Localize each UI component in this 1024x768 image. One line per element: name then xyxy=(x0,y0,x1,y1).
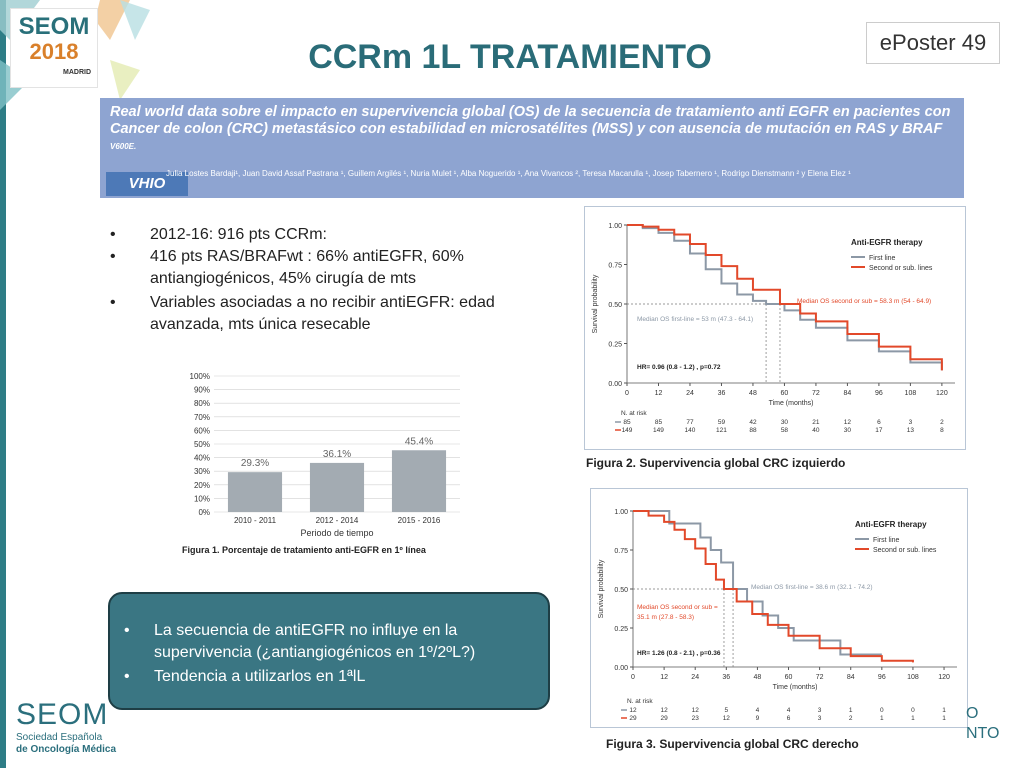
seom-name: SEOM xyxy=(16,698,109,731)
list-item-text: Variables asociadas a no recibir antiEGFR: edad avanzada, mts única resecable xyxy=(150,294,495,333)
x-tick-label: 72 xyxy=(812,390,820,397)
risk-count: 1 xyxy=(848,707,853,714)
study-title xyxy=(110,104,960,160)
bar-value-label: 36.1% xyxy=(322,448,352,460)
x-tick-label: 120 xyxy=(938,674,950,681)
bar xyxy=(392,450,446,512)
risk-count: 1 xyxy=(911,715,915,722)
logo-year: 2018 xyxy=(29,39,79,64)
y-tick-label: 50% xyxy=(193,440,210,449)
risk-count: 149 xyxy=(653,427,664,434)
legend-title: Anti-EGFR therapy xyxy=(855,520,927,529)
x-tick-label: 2012 - 2014 xyxy=(315,516,359,525)
y-tick-label: 70% xyxy=(193,412,210,422)
risk-count: 4 xyxy=(755,707,760,714)
y-tick-label: 1.00 xyxy=(608,223,622,230)
y-tick-label: 0.00 xyxy=(614,665,628,672)
risk-count: 21 xyxy=(812,419,820,426)
y-tick-label: 0.25 xyxy=(614,626,628,633)
risk-count: 6 xyxy=(877,419,881,426)
risk-count: 12 xyxy=(722,715,730,722)
figure-1-caption: Figura 1. Porcentaje de tratamiento anti-EGFR en 1º línea xyxy=(182,545,426,555)
x-tick-label: 48 xyxy=(753,674,762,681)
risk-count: 42 xyxy=(749,419,757,426)
risk-count: 6 xyxy=(786,715,791,722)
x-tick-label: 12 xyxy=(660,674,669,681)
risk-count: 8 xyxy=(940,427,944,434)
y-axis-label: Survival probability xyxy=(598,559,605,619)
risk-count: 140 xyxy=(684,427,696,434)
risk-count: 3 xyxy=(817,707,822,714)
y-tick-label: 0% xyxy=(198,508,210,517)
risk-count: 1 xyxy=(880,715,884,722)
x-tick-label: 108 xyxy=(907,674,919,681)
risk-count: 3 xyxy=(817,715,822,722)
x-tick-label: 60 xyxy=(784,674,793,681)
chart-annotation: Median OS second or sub = xyxy=(637,604,718,611)
conclusion-text: Tendencia a utilizarlos en 1ªlL xyxy=(154,668,366,685)
x-tick-label: 48 xyxy=(749,390,757,397)
x-tick-label: 96 xyxy=(877,674,886,681)
risk-count: 77 xyxy=(686,419,694,426)
x-tick-label: 2015 - 2016 xyxy=(397,516,441,525)
risk-count: 12 xyxy=(629,707,637,714)
y-tick-label: 0.00 xyxy=(608,381,622,388)
risk-count: 23 xyxy=(691,715,699,722)
bar xyxy=(310,463,364,512)
risk-count: 1 xyxy=(942,715,946,722)
y-tick-label: 1.00 xyxy=(614,509,628,516)
y-tick-label: 0.25 xyxy=(608,341,622,349)
legend-label: Second or sub. lines xyxy=(869,265,933,272)
risk-count: 85 xyxy=(623,419,631,426)
risk-count: 12 xyxy=(660,707,668,714)
x-tick-label: 36 xyxy=(717,390,726,397)
survival-curve xyxy=(633,511,882,655)
x-tick-label: 84 xyxy=(846,674,855,681)
seom-footer-logo xyxy=(16,698,126,758)
key-findings-list: • 2012-16: 916 pts CCRm: • 416 pts RAS/BRAFwt : 66% antiEGFR, 60% antiangiogénicos, 45% cirugía de mts • Variables asociadas a no recibir antiEGFR: edad avanzada, mts única resecable xyxy=(102,202,536,344)
risk-count: 0 xyxy=(880,707,884,714)
logo-city: MADRID xyxy=(63,69,91,76)
y-tick-label: 80% xyxy=(193,399,210,409)
x-tick-label: 120 xyxy=(936,390,948,397)
x-tick-label: 24 xyxy=(691,674,700,681)
bar-value-label: 45.4% xyxy=(404,436,434,448)
x-tick-label: 0 xyxy=(625,390,629,397)
chart-annotation: Median OS second or sub = 58.3 m (54 - 64.9) xyxy=(797,298,932,305)
chart-annotation: HR= 1.26 (0.8 - 2.1) , p=0.36 xyxy=(637,650,721,657)
legend-label: Second or sub. lines xyxy=(873,547,937,554)
slide-title: CCRm 1L TRATAMIENTO xyxy=(308,38,712,76)
risk-count: 3 xyxy=(908,419,913,426)
y-axis-label: Survival probability xyxy=(592,274,599,334)
study-title-superscript: V600E. xyxy=(110,142,137,151)
chart-annotation: HR= 0.96 (0.8 - 1.2) , p=0.72 xyxy=(637,364,721,371)
x-tick-label: 24 xyxy=(686,390,694,397)
x-axis-label: Time (months) xyxy=(768,400,814,407)
x-tick-label: 60 xyxy=(780,390,789,397)
risk-count: 88 xyxy=(749,427,757,434)
x-tick-label: 84 xyxy=(843,390,852,397)
y-tick-label: 10% xyxy=(193,494,210,504)
y-tick-label: 30% xyxy=(193,467,210,477)
cropped-footer-text xyxy=(966,704,999,744)
seom-subtitle-1: Sociedad Española xyxy=(16,732,103,743)
risk-count: 1 xyxy=(942,707,946,714)
risk-count: 121 xyxy=(716,427,727,434)
chart-annotation: Median OS first-line = 38.6 m (32.1 - 74.2) xyxy=(751,584,873,591)
risk-count: 2 xyxy=(848,715,853,722)
logo-title: SEOM xyxy=(18,13,90,40)
risk-count: 13 xyxy=(906,427,915,434)
y-tick-label: 100% xyxy=(189,372,210,381)
bar-chart-anti-egfr xyxy=(164,360,480,560)
x-tick-label: 12 xyxy=(654,390,663,397)
risk-count: 0 xyxy=(911,707,915,714)
x-tick-label: 72 xyxy=(815,674,824,681)
risk-count: 29 xyxy=(629,715,637,722)
risk-count: 30 xyxy=(780,419,789,426)
chart-annotation: Median OS first-line = 53 m (47.3 - 64.1) xyxy=(637,316,754,323)
km-chart-left-crc xyxy=(585,207,965,449)
vhio-logo: VHIO xyxy=(106,172,188,196)
bar xyxy=(228,472,282,512)
risk-count: 149 xyxy=(621,427,633,434)
y-tick-label: 0.75 xyxy=(614,548,628,555)
x-tick-label: 0 xyxy=(631,674,635,681)
eposter-badge: ePoster 49 xyxy=(866,22,1000,64)
y-tick-label: 0.50 xyxy=(608,302,622,309)
risk-count: 12 xyxy=(843,419,852,426)
risk-table-title: N. at risk xyxy=(627,698,653,705)
y-tick-label: 20% xyxy=(193,480,210,490)
y-tick-label: 90% xyxy=(193,385,210,395)
risk-count: 17 xyxy=(875,427,883,434)
x-tick-label: 36 xyxy=(722,674,731,681)
risk-count: 58 xyxy=(780,427,789,434)
bar-value-label: 29.3% xyxy=(240,458,270,470)
y-tick-label: 40% xyxy=(193,453,210,463)
list-item-text: 416 pts RAS/BRAFwt : 66% antiEGFR, 60% antiangiogénicos, 45% cirugía de mts xyxy=(150,248,464,287)
x-axis-label: Time (months) xyxy=(772,684,818,691)
seom-subtitle-2: de Oncología Médica xyxy=(16,744,117,755)
conclusions-box: • La secuencia de antiEGFR no influye en la supervivencia (¿antiangiogénicos en 1º/2ºL?) • Tendencia a utilizarlos en 1ªlL xyxy=(108,592,550,710)
study-authors: Julia Lostes Bardaji¹, Juan David Assaf Pastrana ¹, Guillem Argilés ¹, Nuria Mulet ¹, Alba Noguerido ¹, Ana Vivancos ², Teresa Macarulla ¹, Josep Tabernero ¹, Rodrigo Dienstmann ² y Elena Elez ¹ xyxy=(166,169,851,178)
risk-count: 85 xyxy=(654,419,663,426)
risk-table-title: N. at risk xyxy=(621,410,647,417)
risk-count: 9 xyxy=(755,715,760,722)
x-tick-label: 108 xyxy=(904,390,917,397)
y-tick-label: 0.50 xyxy=(614,587,628,594)
chart-annotation: 35.1 m (27.8 - 58.3) xyxy=(637,614,695,621)
risk-count: 59 xyxy=(717,419,726,426)
study-banner xyxy=(100,98,964,198)
y-tick-label: 0.75 xyxy=(608,262,622,270)
km-chart-left-frame xyxy=(584,206,966,450)
figure-3-caption: Figura 3. Supervivencia global CRC derecho xyxy=(606,737,859,751)
risk-count: 5 xyxy=(724,707,729,714)
seom-2018-logo xyxy=(10,8,98,88)
risk-count: 30 xyxy=(843,427,852,434)
list-item-text: 2012-16: 916 pts CCRm: xyxy=(150,226,327,243)
legend-title: Anti-EGFR therapy xyxy=(851,238,923,247)
risk-count: 29 xyxy=(660,715,668,722)
x-tick-label: 2010 - 2011 xyxy=(233,516,277,525)
y-tick-label: 60% xyxy=(193,426,210,436)
risk-count: 4 xyxy=(786,707,791,714)
figure-2-caption: Figura 2. Supervivencia global CRC izquierdo xyxy=(586,456,846,470)
left-accent-band xyxy=(0,0,6,768)
study-title-text: Real world data sobre el impacto en supervivencia global (OS) de la secuencia de tratamiento anti EGFR en pacientes con Cancer de colon (CRC) metastásico con estabilidad en microsatélites (MSS) y con ausencia de mutación en RAS y BRAF xyxy=(110,104,951,137)
conclusion-text: La secuencia de antiEGFR no influye en la supervivencia (¿antiangiogénicos en 1º/2ºL?) xyxy=(154,622,476,661)
legend-label: First line xyxy=(873,537,900,544)
risk-count: 40 xyxy=(812,427,820,434)
x-tick-label: 96 xyxy=(875,390,883,397)
risk-count: 12 xyxy=(691,707,699,714)
legend-label: First line xyxy=(869,255,896,262)
risk-count: 2 xyxy=(940,419,944,426)
x-axis-label: Periodo de tiempo xyxy=(300,528,374,538)
cropped-footer-text-1: O xyxy=(966,705,979,722)
km-chart-right-frame xyxy=(590,488,968,728)
cropped-footer-text-2: NTO xyxy=(966,725,1000,742)
km-chart-right-crc xyxy=(591,489,967,727)
